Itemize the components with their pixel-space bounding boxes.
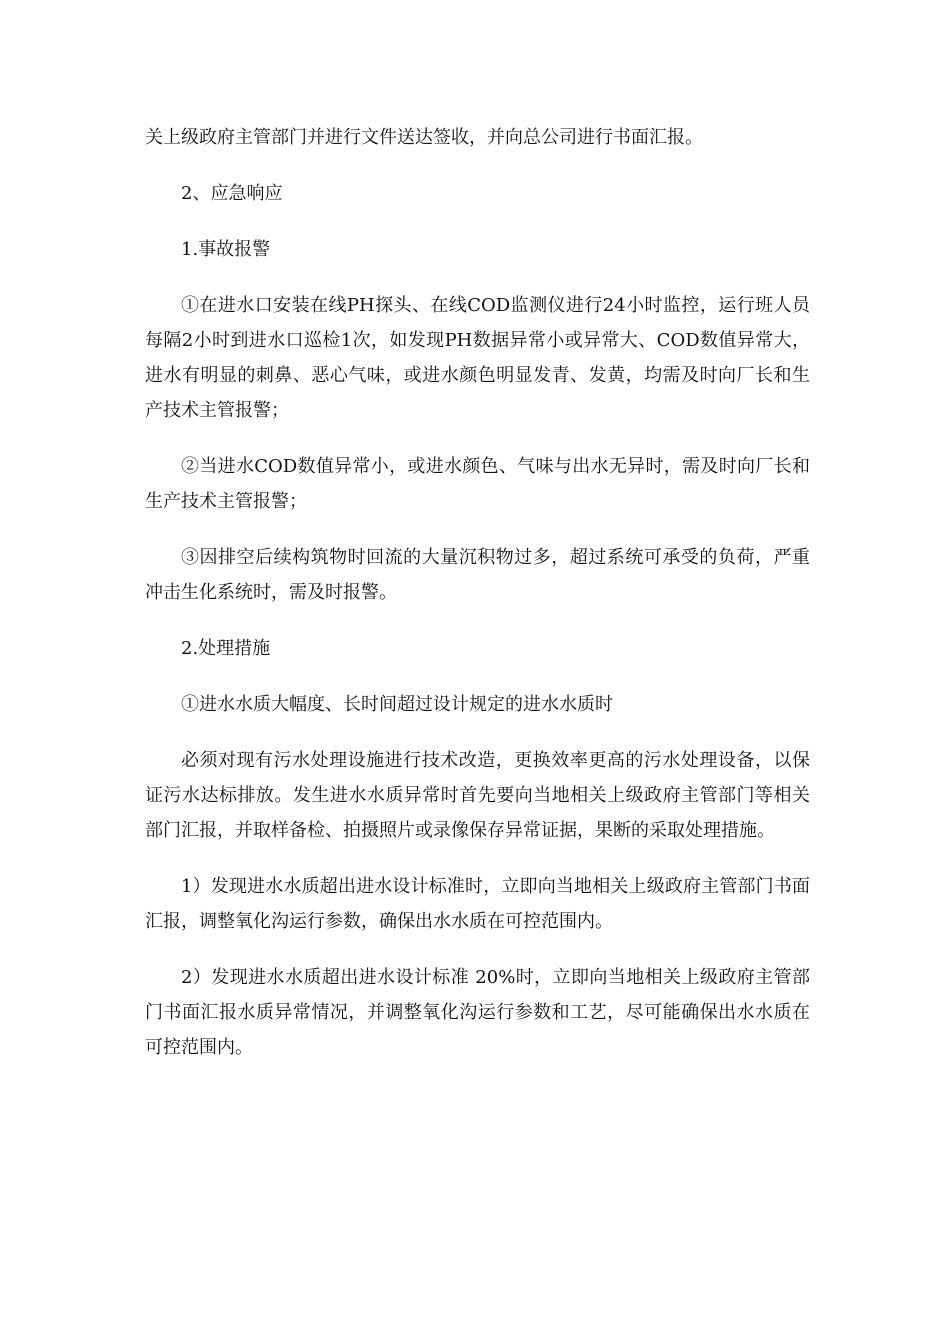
paragraph-alarm-item-1: ①在进水口安装在线PH探头、在线COD监测仪进行24小时监控，运行班人员每隔2小时到进水口巡检1次，如发现PH数据异常小或异常大、COD数值异常大，进水有明显的刺鼻、恶心气味，或进水颜色明显发青、发黄，均需及时向厂长和生产技术主管报警； xyxy=(145,295,810,421)
paragraph-alarm-item-3: ③因排空后续构筑物时回流的大量沉积物过多，超过系统可承受的负荷，严重冲击生化系统时，需及时报警。 xyxy=(145,547,810,603)
paragraph-measure-step-1: 1）发现进水水质超出进水设计标准时，立即向当地相关上级政府主管部门书面汇报，调整氧化沟运行参数，确保出水水质在可控范围内。 xyxy=(145,876,810,932)
paragraph-measure-step-2: 2）发现进水水质超出进水设计标准 20%时，立即向当地相关上级政府主管部门书面汇报水质异常情况，并调整氧化沟运行参数和工艺，尽可能确保出水水质在可控范围内。 xyxy=(145,967,810,1058)
subsection-heading-treatment-measures: 2.处理措施 xyxy=(181,638,271,659)
paragraph-alarm-item-2: ②当进水COD数值异常小，或进水颜色、气味与出水无异时，需及时向厂长和生产技术主管报警； xyxy=(145,456,810,512)
subsection-heading-accident-alarm: 1.事故报警 xyxy=(181,239,271,260)
section-heading-emergency-response: 2、应急响应 xyxy=(181,183,283,204)
paragraph-measure-body: 必须对现有污水处理设施进行技术改造，更换效率更高的污水处理设备，以保证污水达标排放。发生进水水质异常时首先要向当地相关上级政府主管部门等相关部门汇报，并取样备检、拍摄照片或录像保存异常证据，果断的采取处理措施。 xyxy=(145,750,810,841)
paragraph-measure-item-1: ①进水水质大幅度、长时间超过设计规定的进水水质时 xyxy=(181,694,613,715)
paragraph-continuation: 关上级政府主管部门并进行文件送达签收，并向总公司进行书面汇报。 xyxy=(145,127,703,148)
document-body xyxy=(145,120,810,1086)
